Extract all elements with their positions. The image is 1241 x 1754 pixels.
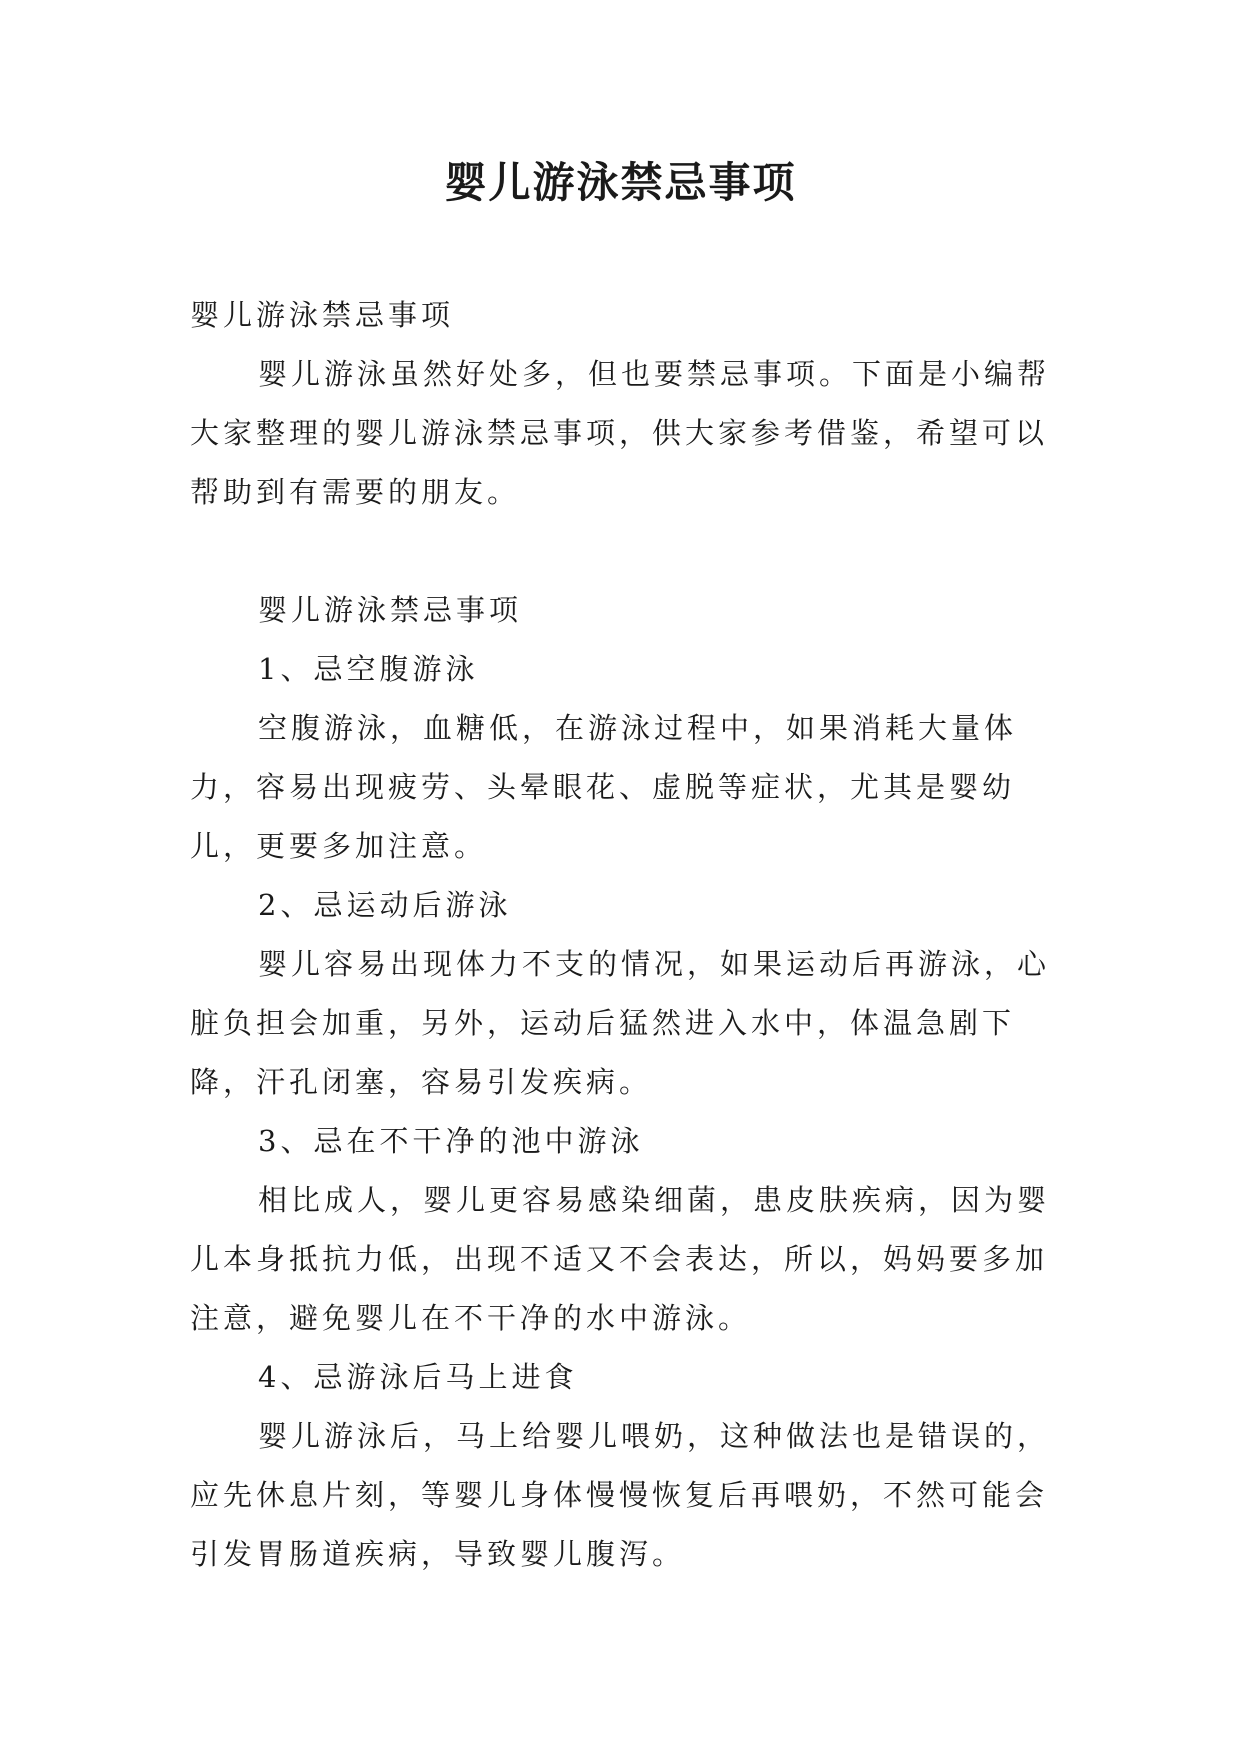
item-2-heading: 2、忌运动后游泳 (258, 888, 512, 922)
item-4-body: 婴儿游泳后，马上给婴儿喂奶，这种做法也是错误的，应先休息片刻，等婴儿身体慢慢恢复后再喂奶，不然可能会引发胃肠道疾病，导致婴儿腹泻。 (190, 1419, 1051, 1571)
section-heading: 婴儿游泳禁忌事项 (258, 593, 523, 627)
item-2-body: 婴儿容易出现体力不支的情况，如果运动后再游泳，心脏负担会加重，另外，运动后猛然进入水中，体温急剧下降，汗孔闭塞，容易引发疾病。 (190, 947, 1051, 1099)
item-3-heading: 3、忌在不干净的池中游泳 (258, 1124, 644, 1158)
item-1-heading: 1、忌空腹游泳 (258, 652, 479, 686)
item-4-heading: 4、忌游泳后马上进食 (258, 1360, 578, 1394)
item-1-body: 空腹游泳，血糖低，在游泳过程中，如果消耗大量体力，容易出现疲劳、头晕眼花、虚脱等症状，尤其是婴幼儿，更要多加注意。 (190, 711, 1018, 863)
intro-paragraph: 婴儿游泳虽然好处多，但也要禁忌事项。下面是小编帮大家整理的婴儿游泳禁忌事项，供大家参考借鉴，希望可以帮助到有需要的朋友。 (190, 357, 1051, 509)
item-3-body: 相比成人，婴儿更容易感染细菌，患皮肤疾病，因为婴儿本身抵抗力低，出现不适又不会表达，所以，妈妈要多加注意，避免婴儿在不干净的水中游泳。 (190, 1183, 1051, 1335)
document-body (190, 345, 1056, 1584)
document-subtitle: 婴儿游泳禁忌事项 (190, 298, 455, 332)
document-title: 婴儿游泳禁忌事项 (444, 158, 797, 207)
